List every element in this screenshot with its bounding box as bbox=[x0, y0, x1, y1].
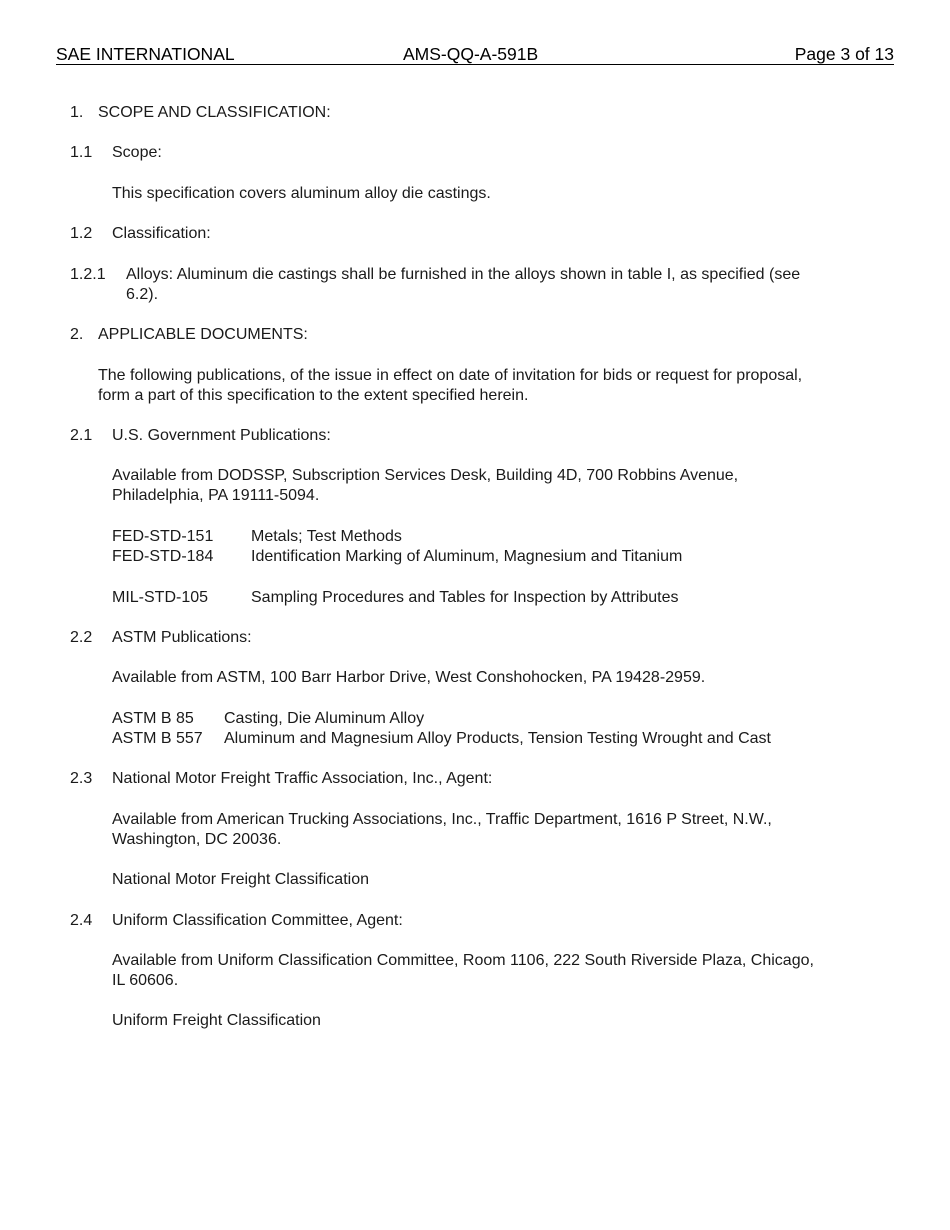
header-page-number: Page 3 of 13 bbox=[794, 44, 894, 64]
page-header bbox=[56, 44, 894, 65]
section-2-1-number: 2.1 bbox=[70, 427, 93, 444]
section-1-2-1-number: 1.2.1 bbox=[70, 266, 106, 283]
doc-description: Metals; Test Methods bbox=[251, 528, 402, 545]
doc-code: ASTM B 557 bbox=[112, 730, 203, 747]
header-document-id: AMS-QQ-A-591B bbox=[403, 44, 539, 64]
section-2-intro-line-2: form a part of this specification to the extent specified herein. bbox=[98, 387, 529, 404]
section-2-1-availability-line-1: Available from DODSSP, Subscription Services Desk, Building 4D, 700 Robbins Avenue, bbox=[112, 467, 739, 484]
doc-code: ASTM B 85 bbox=[112, 710, 194, 727]
section-2-4-title: Uniform Classification Committee, Agent: bbox=[112, 912, 403, 929]
section-1-2-1-line-1: Alloys: Aluminum die castings shall be furnished in the alloys shown in table I, as specified (see bbox=[126, 266, 801, 283]
section-2-2-title: ASTM Publications: bbox=[112, 629, 252, 646]
section-1-number: 1. bbox=[70, 104, 84, 121]
doc-code: FED-STD-151 bbox=[112, 528, 214, 545]
section-1-2-1-line-2: 6.2). bbox=[126, 286, 159, 303]
section-1-1-title: Scope: bbox=[112, 144, 162, 161]
section-1-2-number: 1.2 bbox=[70, 225, 93, 242]
section-2-4-availability-line-1: Available from Uniform Classification Committee, Room 1106, 222 South Riverside Plaza, Chicago, bbox=[112, 952, 814, 969]
header-organization: SAE INTERNATIONAL bbox=[56, 44, 235, 64]
section-2-1-title: U.S. Government Publications: bbox=[112, 427, 331, 444]
doc-description: Aluminum and Magnesium Alloy Products, Tension Testing Wrought and Cast bbox=[224, 730, 771, 747]
section-2-title: APPLICABLE DOCUMENTS: bbox=[98, 326, 308, 343]
doc-code: MIL-STD-105 bbox=[112, 589, 209, 606]
section-2-3-number: 2.3 bbox=[70, 770, 93, 787]
doc-description: Sampling Procedures and Tables for Inspection by Attributes bbox=[251, 589, 679, 606]
section-2-number: 2. bbox=[70, 326, 84, 343]
section-2-3-availability-line-1: Available from American Trucking Associations, Inc., Traffic Department, 1616 P Street, N.W., bbox=[112, 811, 772, 828]
doc-code: FED-STD-184 bbox=[112, 548, 214, 565]
section-2-intro-line-1: The following publications, of the issue in effect on date of invitation for bids or request for proposal, bbox=[98, 367, 803, 384]
section-1-title: SCOPE AND CLASSIFICATION: bbox=[98, 104, 331, 121]
section-2-3-title: National Motor Freight Traffic Association, Inc., Agent: bbox=[112, 770, 493, 787]
section-2-4-availability-line-2: IL 60606. bbox=[112, 972, 179, 989]
section-1-1-body: This specification covers aluminum alloy die castings. bbox=[112, 185, 491, 202]
section-2-2-number: 2.2 bbox=[70, 629, 93, 646]
section-2-1-availability-line-2: Philadelphia, PA 19111-5094. bbox=[112, 487, 320, 504]
section-1-1-number: 1.1 bbox=[70, 144, 93, 161]
section-1-2-title: Classification: bbox=[112, 225, 211, 242]
section-2-4-document: Uniform Freight Classification bbox=[112, 1012, 321, 1029]
section-2-3-document: National Motor Freight Classification bbox=[112, 871, 369, 888]
section-2-4-number: 2.4 bbox=[70, 912, 93, 929]
doc-description: Identification Marking of Aluminum, Magnesium and Titanium bbox=[251, 548, 683, 565]
section-2-2-availability: Available from ASTM, 100 Barr Harbor Drive, West Conshohocken, PA 19428-2959. bbox=[112, 669, 706, 686]
section-2-3-availability-line-2: Washington, DC 20036. bbox=[112, 831, 282, 848]
doc-description: Casting, Die Aluminum Alloy bbox=[224, 710, 425, 727]
